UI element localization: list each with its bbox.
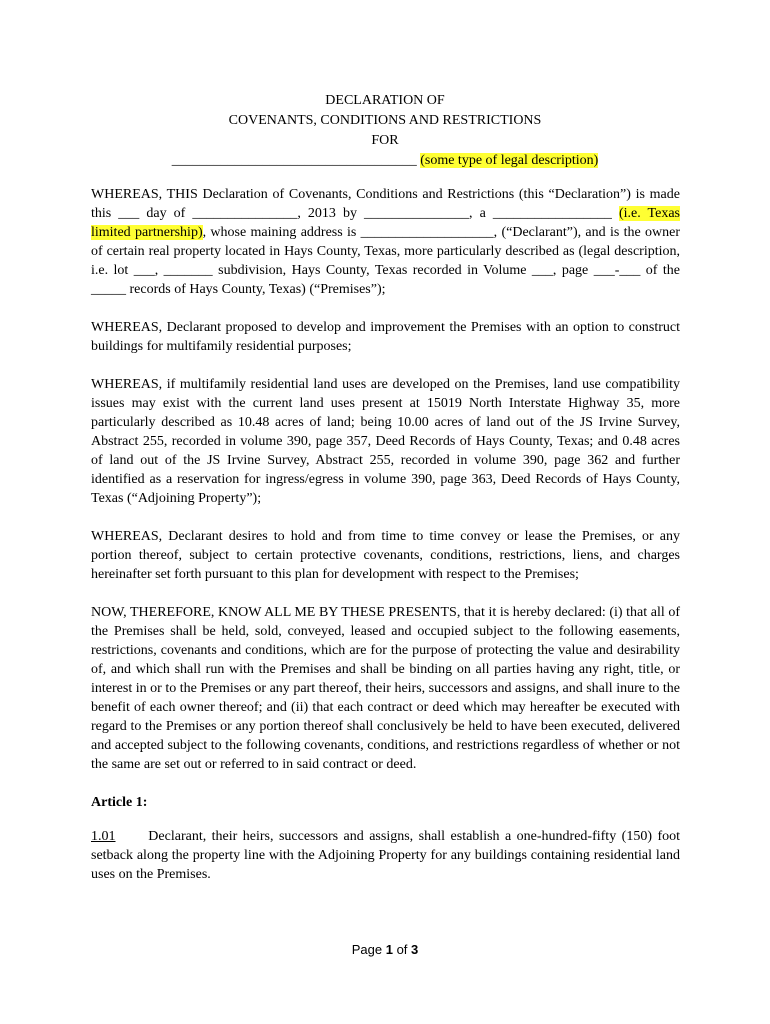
paragraph-whereas-convey [91,527,680,584]
of-word: of [396,942,408,957]
legal-description-placeholder: (some type of legal description) [420,153,599,168]
legal-description-blank: ___________________________________ [171,153,417,168]
entity-type-placeholder: (i.e. Texas limited partnership) [91,206,680,240]
paragraph-1-text-a: WHEREAS, THIS Declaration of Covenants, Conditions and Restrictions (this “Declaration”) is made this ___ day of _______________, 2013 by _______________, a _________________ [91,187,680,221]
paragraph-whereas-declaration [91,185,680,299]
page-word: Page [351,942,383,957]
page-footer [0,942,770,957]
page-total: 3 [411,942,419,957]
section-number: 1.01 [91,829,116,844]
section-1-01 [91,827,680,884]
paragraph-whereas-develop [91,318,680,356]
paragraph-3-text: WHEREAS, if multifamily residential land uses are developed on the Premises, land use compatibility issues may exist with the current land uses present at 15019 North Interstate Highway 35, more particularly described as 10.48 acres of land; being 10.00 acres of land out of the JS Irvine Survey, Abstract 255, recorded in volume 390, page 357, Deed Records of Hays County, Texas; and 0.48 acres of land out of the JS Irvine Survey, Abstract 255, recorded in volume 390, page 362 and further identified as a reservation for ingress/egress in volume 390, page 363, Deed Records of Hays County, Texas (“Adjoining Property”); [91,377,680,506]
article-1-heading: Article 1: [91,795,148,810]
paragraph-whereas-compatibility [91,375,680,508]
paragraph-5-text: NOW, THEREFORE, KNOW ALL ME BY THESE PRESENTS, that it is hereby declared: (i) that all of the Premises shall be held, sold, conveyed, leased and occupied subject to the following easements, restrictions, covenants and conditions, which are for the purpose of protecting the value and desirability of, and which shall run with the Premises and shall be binding on all parties having any right, title, or interest in or to the Premises or any part thereof, their heirs, successors and assigns, and shall inure to the benefit of each owner thereof; and (ii) that each contract or deed which may hereafter be executed with regard to the Premises or any portion thereof shall conclusively be held to have been executed, delivered and accepted subject to the following covenants, conditions, and restrictions regardless of whether or not the same are set out or referred to in said contract or deed. [91,605,680,772]
title-line-1: DECLARATION OF [325,93,445,108]
paragraph-1-text-b: , whose maining address is ___________________, (“Declarant”), and is the owner of certain real property located in Hays County, Texas, more particularly described as (legal description, i.e. lot ___, _______ subdivision, Hays County, Texas recorded in Volume ___, page ___-___ of the _____ records of Hays County, Texas) (“Premises”); [91,225,681,297]
page-current: 1 [385,942,393,957]
title-line-4 [0,151,770,171]
paragraph-4-text: WHEREAS, Declarant desires to hold and from time to time convey or lease the Premises, or any portion thereof, subject to certain protective covenants, conditions, restrictions, liens, and charges hereinafter set forth pursuant to this plan for development with respect to the Premises; [91,529,680,582]
paragraph-now-therefore [91,603,680,774]
title-line-3: FOR [371,133,399,148]
title-line-2: COVENANTS, CONDITIONS AND RESTRICTIONS [228,113,542,128]
section-text: Declarant, their heirs, successors and assigns, shall establish a one-hundred-fifty (150) foot setback along the property line with the Adjoining Property for any buildings containing residential land uses on the Premises. [91,829,680,882]
document-title [0,91,770,171]
paragraph-2-text: WHEREAS, Declarant proposed to develop and improvement the Premises with an option to construct buildings for multifamily residential purposes; [91,320,680,354]
